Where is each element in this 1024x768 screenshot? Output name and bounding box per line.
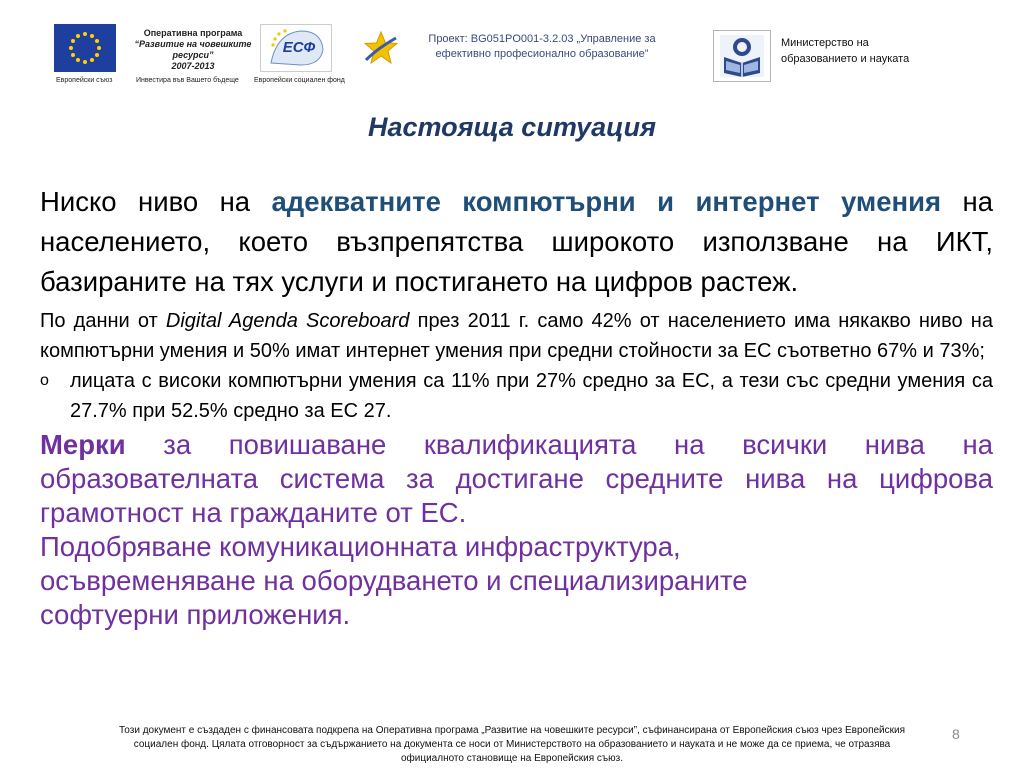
p1-suffix: на населението, което възпрепятства широкото използване на ИКТ, базираните на тях услуги и постигането на цифров растеж. — [40, 186, 993, 297]
invest-caption: Инвестира във Вашето бъдеще — [136, 77, 239, 84]
slide-header — [0, 0, 1024, 100]
ministry-text — [781, 35, 909, 67]
p4-line-3: софтуерни приложения. — [40, 599, 351, 630]
bullet-text: лицата с високи компютърни умения са 11% при 27% средно за ЕС, а тези със средни умения са 27.7% при 52.5% средно за ЕС 27. — [70, 370, 993, 422]
slide-content — [40, 182, 993, 632]
paragraph-statistics — [40, 306, 993, 366]
page-number: 8 — [952, 726, 960, 742]
footer-disclaimer — [0, 724, 1024, 766]
paragraph-measures — [40, 428, 993, 530]
esf-caption: Европейски социален фонд — [254, 77, 345, 84]
slide-title: Настояща ситуация — [367, 112, 657, 142]
bullet-marker: o — [40, 372, 49, 389]
op-line-2: “Развитие на човешките ресурси” — [134, 39, 252, 60]
project-line-1: Проект: BG051PO001-3.2.03 „Управление за — [428, 33, 656, 45]
star-logo-icon — [362, 30, 400, 71]
ministry-line-2: образованието и науката — [781, 53, 910, 65]
op-line-3: 2007-2013 — [171, 61, 215, 71]
p2-prefix: По данни от — [40, 310, 166, 332]
ministry-line-1: Министерство на — [781, 37, 869, 49]
bullet-item — [40, 366, 993, 426]
ministry-logo-icon — [713, 30, 771, 82]
p2-suffix: през 2011 г. само 42% от населението има някакво ниво на компютърни умения и 50% имат интернет умения при средни стойности за ЕС съответно 67% и 73%; — [40, 310, 993, 362]
footer-line-1: Този документ е създаден с финансовата подкрепа на Оперативна програма „Развитие на човешките ресурси”, съфинансирана от Европейския съюз чрез Европейския — [118, 725, 906, 736]
footer-line-2: социален фонд. Цялата отговорност за съдържанието на документа се носи от Министерството на образованието и науката и не може да се приема, че отразява — [133, 739, 891, 750]
p3-bold: Мерки — [40, 429, 126, 460]
esf-logo-icon — [260, 24, 332, 72]
svg-text:ЕСФ: ЕСФ — [282, 39, 316, 56]
p1-prefix: Ниско ниво на — [40, 186, 272, 217]
p4-line-2: осъвременяване на оборудването и специализираните — [40, 565, 748, 596]
paragraph-digital-skills — [40, 182, 993, 302]
p4-line-1: Подобряване комуникационната инфраструктура, — [40, 531, 681, 562]
p3-rest: за повишаване квалификацията на всички нива на образователната система за достигане средните нива на цифрова грамотност на гражданите от ЕС. — [40, 429, 993, 528]
paragraph-infrastructure — [40, 530, 993, 632]
project-text — [402, 32, 682, 62]
footer-line-3: официалното становище на Европейския съюз. — [400, 753, 624, 764]
p2-source: Digital Agenda Scoreboard — [165, 310, 410, 332]
eu-caption: Европейски съюз — [56, 77, 113, 84]
project-line-2: ефективно професионално образование” — [435, 48, 649, 60]
operational-programme-text — [118, 28, 268, 72]
p1-highlight: адекватните компютърни и интернет умения — [271, 186, 942, 217]
eu-flag-icon — [54, 24, 116, 72]
op-line-1: Оперативна програма — [143, 28, 243, 38]
